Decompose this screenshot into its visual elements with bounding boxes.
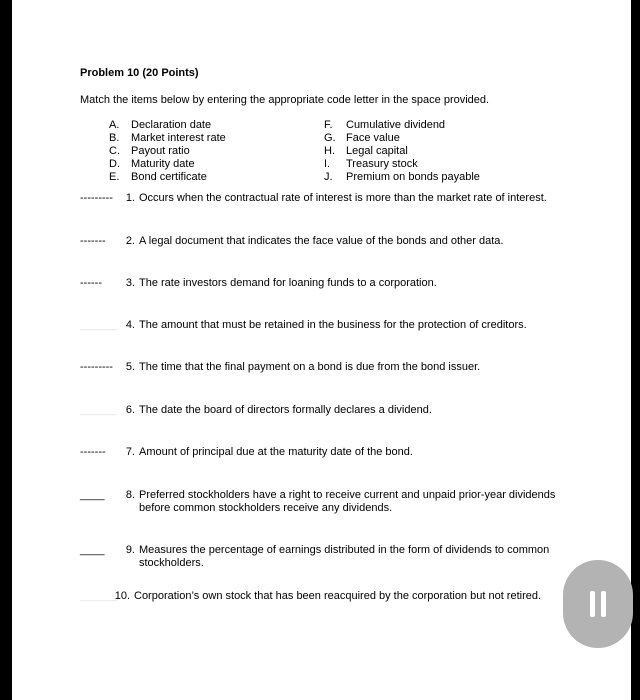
question-number: 6. [125, 404, 135, 416]
question-row [80, 590, 564, 603]
question-text: Measures the percentage of earnings distributed in the form of dividends to common stockholders. [139, 544, 550, 569]
answer-blank[interactable]: --------- [80, 192, 113, 204]
code-letter: A. [109, 119, 120, 131]
question-text: The amount that must be retained in the business for the protection of creditors. [139, 319, 527, 331]
question-number: 7. [125, 446, 135, 458]
question-text: Amount of principal due at the maturity date of the bond. [139, 446, 413, 458]
problem-instructions: Match the items below by entering the appropriate code letter in the space provided. [80, 94, 490, 106]
scroll-handle[interactable] [563, 560, 633, 648]
question-number: 8. [125, 489, 135, 501]
answer-blank[interactable]: ____ [80, 489, 105, 501]
question-text: The rate investors demand for loaning funds to a corporation. [139, 277, 437, 289]
question-row [80, 544, 569, 570]
question-row [80, 192, 574, 205]
question-text: Preferred stockholders have a right to receive current and unpaid prior-year dividends before common stockholders receive any dividends. [139, 489, 556, 514]
question-number: 1. [125, 192, 135, 204]
question-row [80, 404, 569, 417]
question-row [80, 235, 569, 248]
problem-title: Problem 10 (20 Points) [80, 67, 199, 79]
question-row [80, 489, 569, 515]
question-number: 10. [114, 590, 130, 602]
scroll-handle-icon [601, 591, 606, 617]
code-term: Maturity date [131, 158, 195, 170]
code-letter: J. [324, 171, 333, 183]
question-number: 9. [125, 544, 135, 556]
code-term: Declaration date [131, 119, 212, 131]
question-number: 2. [125, 235, 135, 247]
code-term: Premium on bonds payable [346, 171, 480, 183]
code-term: Market interest rate [131, 132, 226, 144]
question-number: 3. [125, 277, 135, 289]
code-item [324, 119, 480, 132]
question-text: Occurs when the contractual rate of interest is more than the market rate of interest. [139, 192, 547, 204]
code-item [109, 171, 226, 184]
code-list-left [109, 119, 226, 184]
question-row [80, 319, 569, 332]
code-item [324, 171, 480, 184]
question-text: The date the board of directors formally declares a dividend. [139, 404, 432, 416]
code-item [109, 145, 226, 158]
code-letter: E. [109, 171, 120, 183]
code-letter: C. [109, 145, 120, 157]
code-item [324, 158, 480, 171]
question-row [80, 361, 569, 374]
answer-blank[interactable]: ______ [80, 404, 117, 416]
question-row [80, 446, 569, 459]
code-item [109, 132, 226, 145]
code-term: Bond certificate [131, 171, 207, 183]
code-item [324, 145, 480, 158]
answer-blank[interactable]: ____ [80, 544, 105, 556]
code-item [324, 132, 480, 145]
code-term: Treasury stock [346, 158, 418, 170]
code-item [109, 119, 226, 132]
code-term: Payout ratio [131, 145, 190, 157]
document-page [12, 0, 631, 700]
code-letter: F. [324, 119, 333, 131]
code-letter: D. [109, 158, 120, 170]
code-item [109, 158, 226, 171]
question-text: Corporation’s own stock that has been reacquired by the corporation but not retired. [134, 590, 542, 602]
question-row [80, 277, 569, 290]
code-letter: H. [324, 145, 335, 157]
answer-blank[interactable]: ______ [80, 319, 117, 331]
question-number: 4. [125, 319, 135, 331]
question-text: A legal document that indicates the face value of the bonds and other data. [139, 235, 504, 247]
answer-blank[interactable]: ______ [80, 590, 117, 602]
answer-blank[interactable]: --------- [80, 361, 113, 373]
code-letter: I. [324, 158, 331, 170]
code-term: Cumulative dividend [346, 119, 446, 131]
code-letter: B. [109, 132, 120, 144]
answer-blank[interactable]: ------- [80, 235, 106, 247]
scroll-handle-icon [590, 591, 595, 617]
answer-blank[interactable]: ------- [80, 446, 106, 458]
code-term: Legal capital [346, 145, 408, 157]
question-text: The time that the final payment on a bond is due from the bond issuer. [139, 361, 481, 373]
code-letter: G. [324, 132, 336, 144]
answer-blank[interactable]: ------ [80, 277, 102, 289]
code-list-right [324, 119, 480, 184]
code-term: Face value [346, 132, 400, 144]
question-number: 5. [125, 361, 135, 373]
